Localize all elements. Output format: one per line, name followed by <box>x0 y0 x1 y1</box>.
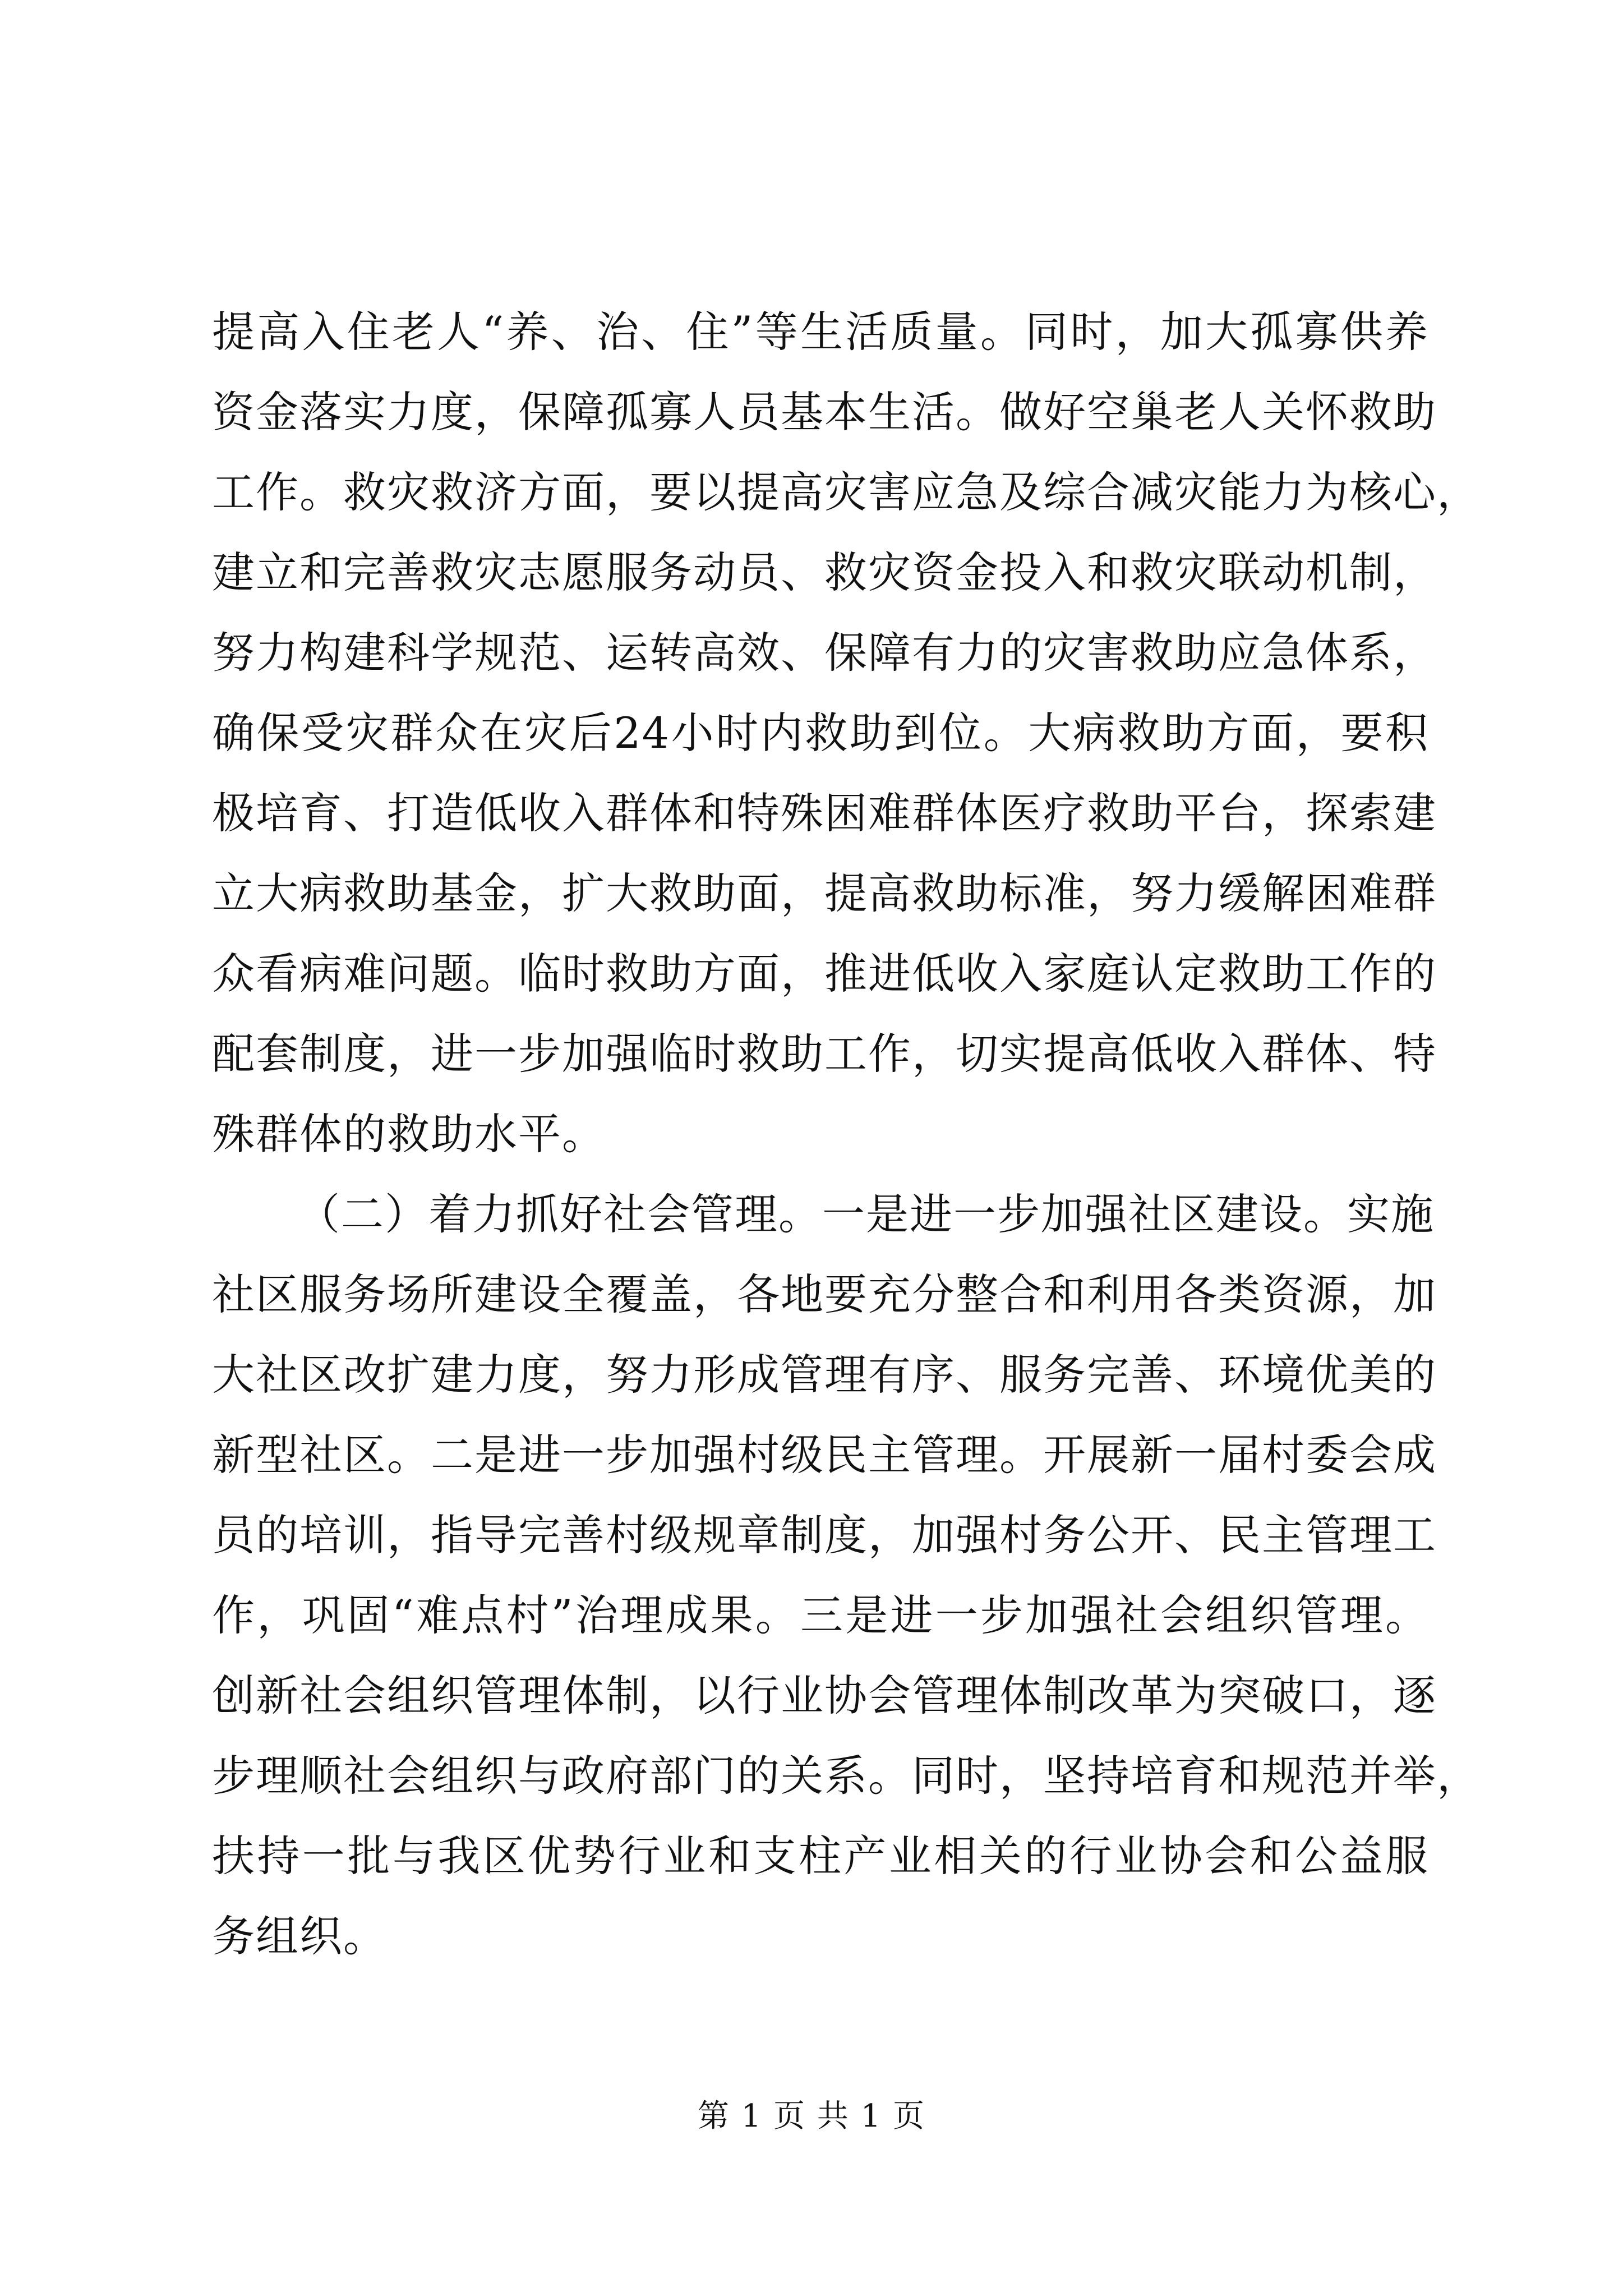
page-footer: 第 1 页 共 1 页 <box>697 2098 926 2134</box>
paragraph-line: 极培育、打造低收入群体和特殊困难群体医疗救助平台，探索建 <box>212 788 1437 838</box>
paragraph-line: 确保受灾群众在灾后24小时内救助到位。大病救助方面，要积 <box>212 708 1429 758</box>
paragraph-line: 新型社区。二是进一步加强村级民主管理。开展新一届村委会成 <box>212 1430 1437 1480</box>
paragraph-line: 作，巩固“难点村”治理成果。三是进一步加强社会组织管理。 <box>212 1590 1429 1640</box>
section-heading-line: （二）着力抓好社会管理。一是进一步加强社区建设。实施 <box>297 1189 1435 1239</box>
paragraph-line: 社区服务场所建设全覆盖，各地要充分整合和利用各类资源，加 <box>212 1269 1437 1319</box>
paragraph-line: 创新社会组织管理体制，以行业协会管理体制改革为突破口，逐 <box>212 1671 1437 1720</box>
paragraph-line: 众看病难问题。临时救助方面，推进低收入家庭认定救助工作的 <box>212 949 1437 999</box>
paragraph-line: 员的培训，指导完善村级规章制度，加强村务公开、民主管理工 <box>212 1510 1437 1560</box>
paragraph-line: 殊群体的救助水平。 <box>212 1109 606 1159</box>
paragraph-line: 努力构建科学规范、运转高效、保障有力的灾害救助应急体系， <box>212 628 1437 678</box>
paragraph-line: 大社区改扩建力度，努力形成管理有序、服务完善、环境优美的 <box>212 1350 1437 1400</box>
paragraph-line: 提高入住老人“养、治、住”等生活质量。同时，加大孤寡供养 <box>212 307 1429 357</box>
body-text <box>212 292 1481 1976</box>
paragraph-line: 立大病救助基金，扩大救助面，提高救助标准，努力缓解困难群 <box>212 868 1437 918</box>
paragraph-line: 建立和完善救灾志愿服务动员、救灾资金投入和救灾联动机制， <box>212 547 1437 597</box>
paragraph-line: 扶持一批与我区优势行业和支柱产业相关的行业协会和公益服 <box>212 1831 1429 1881</box>
paragraph-line: 步理顺社会组织与政府部门的关系。同时，坚持培育和规范并举， <box>212 1751 1481 1801</box>
paragraph-line: 配套制度，进一步加强临时救助工作，切实提高低收入群体、特 <box>212 1029 1437 1079</box>
paragraph-line: 工作。救灾救济方面，要以提高灾害应急及综合减灾能力为核心， <box>212 467 1481 517</box>
paragraph-line: 务组织。 <box>212 1911 387 1961</box>
paragraph-line: 资金落实力度，保障孤寡人员基本生活。做好空巢老人关怀救助 <box>212 387 1437 437</box>
